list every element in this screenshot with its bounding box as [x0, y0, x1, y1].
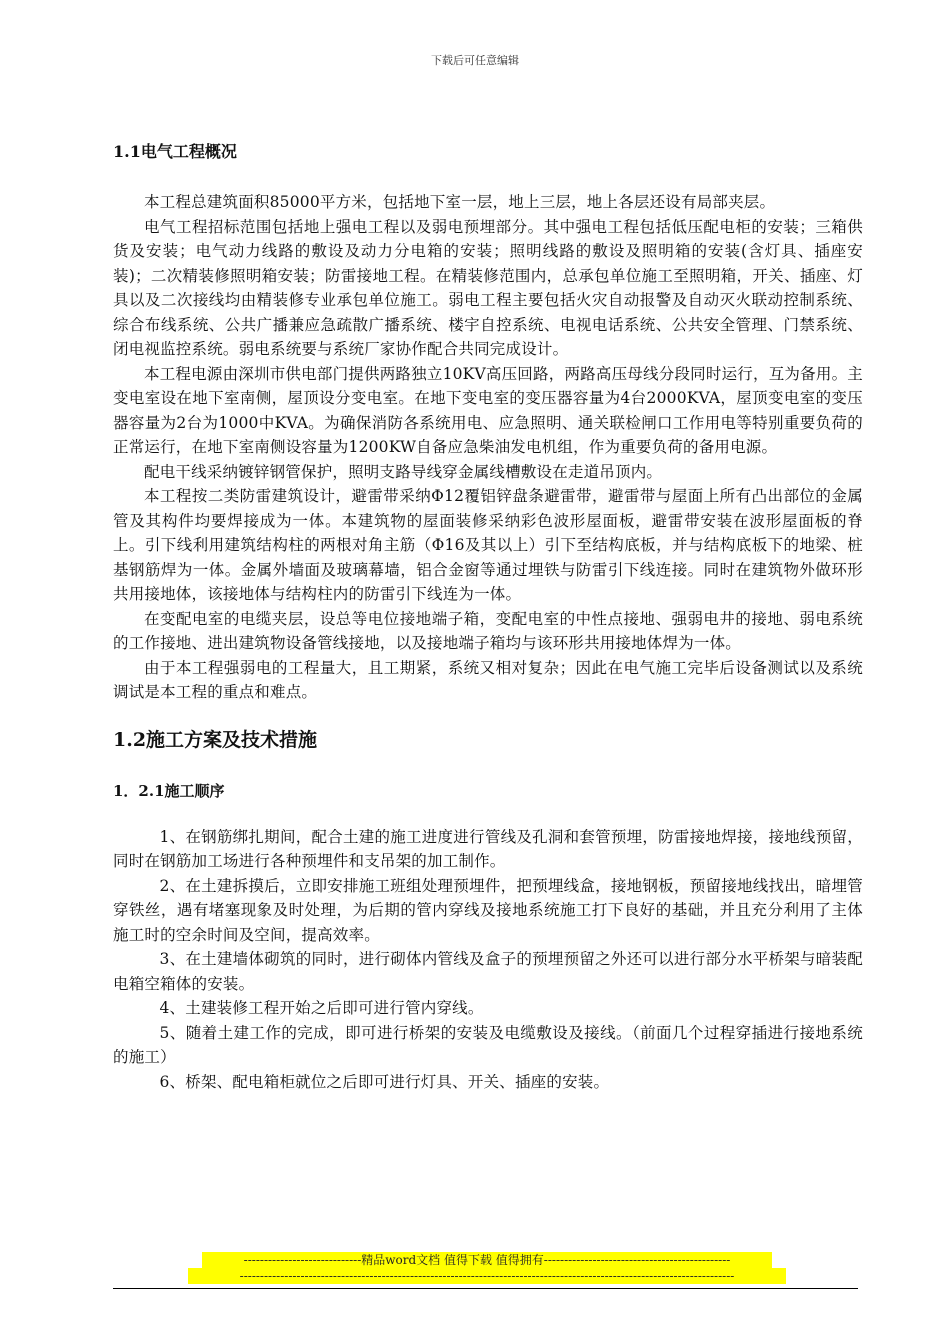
subsection-title-1-2-1: 1．2.1施工顺序	[113, 781, 225, 800]
section-title-1-1: 1.1电气工程概况	[113, 142, 237, 161]
body-paragraph: 配电干线采纳镀锌钢管保护，照明支路导线穿金属线槽敷设在走道吊顶内。	[144, 462, 663, 481]
step-paragraph: 3、在土建墙体砌筑的同时，进行砌体内管线及盒子的预埋预留之外还可以进行部分水平桥架与暗装配电箱空箱体的安装。	[113, 950, 863, 993]
body-paragraph: 电气工程招标范围包括地上强电工程以及弱电预埋部分。其中强电工程包括低压配电柜的安装；三箱供货及安装；电气动力线路的敷设及动力分电箱的安装；照明线路的敷设及照明箱的安装(含灯具、插座安装)；二次精装修照明箱安装；防雷接地工程。在精装修范围内，总承包单位施工至照明箱，开关、插座、灯具以及二次接线均由精装修专业承包单位施工。弱电工程主要包括火灾自动报警及自动灭火联动控制系统、综合布线系统、公共广播兼应急疏散广播系统、楼宇自控系统、电视电话系统、公共安全管理、门禁系统、闭电视监控系统。弱电系统要与系统厂家协作配合共同完成设计。	[113, 217, 863, 358]
footer-banner-line: -----------------------------精品word文档 值得下载 值得拥有----------------------------------------------	[202, 1252, 772, 1268]
step-paragraph: 5、随着土建工作的完成，即可进行桥架的安装及电缆敷设及接线。（前面几个过程穿插进行接地系统的施工）	[113, 1023, 863, 1066]
step-paragraph: 4、土建装修工程开始之后即可进行管内穿线。	[159, 999, 484, 1017]
footer-banner	[188, 1252, 786, 1284]
body-paragraph: 本工程总建筑面积85000平方米，包括地下室一层，地上三层，地上各层还设有局部夹层。	[144, 193, 776, 211]
body-paragraph: 本工程按二类防雷建筑设计，避雷带采纳Φ12覆铝锌盘条避雷带，避雷带与屋面上所有凸出部位的金属管及其构件均要焊接成为一体。本建筑物的屋面装修采纳彩色波形屋面板，避雷带安装在波形屋面板的脊上。引下线利用建筑结构柱的两根对角主筋（Φ16及其以上）引下至结构底板，并与结构底板下的地梁、桩基钢筋焊为一体。金属外墙面及玻璃幕墙，铝合金窗等通过埋铁与防雷引下线连接。同时在建筑物外做环形共用接地体，该接地体与结构柱内的防雷引下线连为一体。	[113, 487, 863, 603]
body-paragraph: 在变配电室的电缆夹层，设总等电位接地端子箱，变配电室的中性点接地、强弱电井的接地、弱电系统的工作接地、进出建筑物设备管线接地，以及接地端子箱均与该环形共用接地体焊为一体。	[113, 609, 863, 652]
header-note: 下载后可任意编辑	[431, 54, 519, 67]
footer-banner-line: --------------------------------------------------------------------------------------------------------------------------	[188, 1268, 786, 1284]
document-content	[113, 140, 863, 1094]
step-paragraph: 1、在钢筋绑扎期间，配合土建的施工进度进行管线及孔洞和套管预埋，防雷接地焊接，接地线预留，同时在钢筋加工场进行各种预埋件和支吊架的加工制作。	[113, 827, 863, 870]
step-paragraph: 2、在土建拆摸后，立即安排施工班组处理预埋件，把预埋线盒，接地钢板，预留接地线找出，暗埋管穿铁丝，遇有堵塞现象及时处理，为后期的管内穿线及接地系统施工打下良好的基础，并且充分利用了主体施工时的空余时间及空间，提高效率。	[113, 876, 863, 944]
body-paragraph: 由于本工程强弱电的工程量大，且工期紧，系统又相对复杂；因此在电气施工完毕后设备测试以及系统调试是本工程的重点和难点。	[113, 658, 863, 701]
footer-divider	[113, 1288, 858, 1289]
body-paragraph: 本工程电源由深圳市供电部门提供两路独立10KV高压回路，两路高压母线分段同时运行，互为备用。主变电室设在地下室南侧，屋顶设分变电室。在地下变电室的变压器容量为4台2000KVA，屋顶变电室的变压器容量为2台为1000中KVA。为确保消防各系统用电、应急照明、通关联检闸口工作用电等特别重要负荷的正常运行，在地下室南侧设容量为1200KW自备应急柴油发电机组，作为重要负荷的备用电源。	[113, 364, 863, 456]
step-paragraph: 6、桥架、配电箱柜就位之后即可进行灯具、开关、插座的安装。	[159, 1072, 610, 1091]
section-title-1-2: 1.2施工方案及技术措施	[113, 728, 318, 751]
